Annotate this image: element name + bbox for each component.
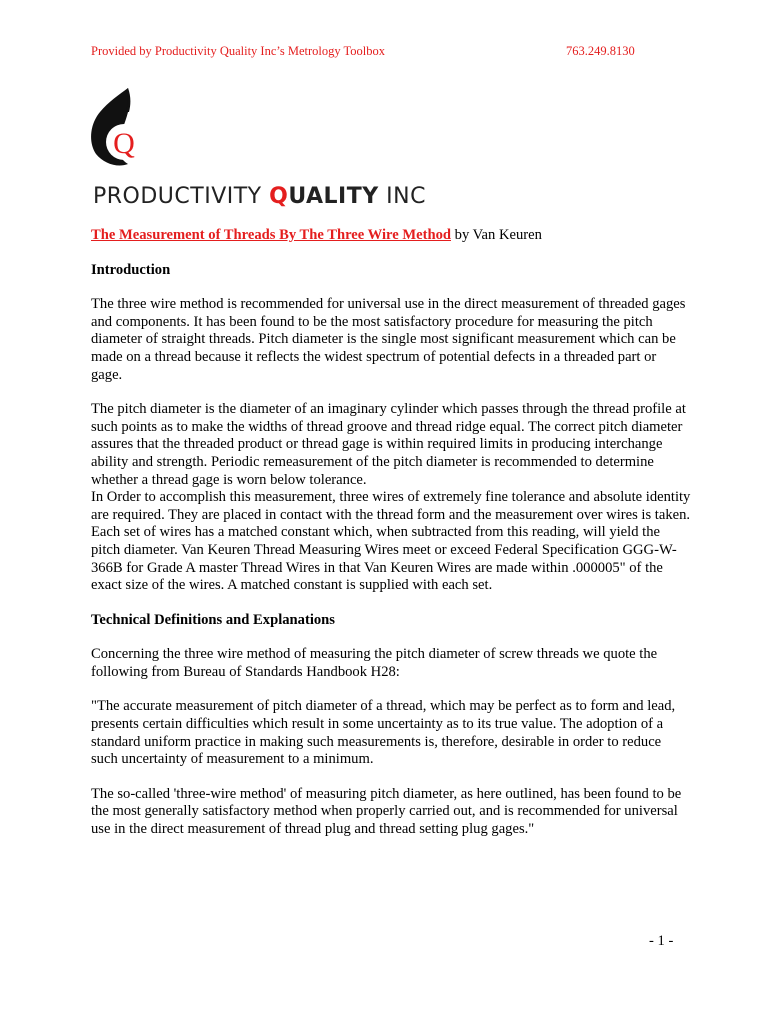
page-header	[91, 44, 688, 60]
logotype-productivity: PRODUCTIVITY	[93, 184, 270, 209]
introduction-paragraph-3: In Order to accomplish this measurement, three wires of extremely fine tolerance and absolute identity are required. They are placed in contact with the thread form and the measurement over wires is taken. Each set of wires has a matched constant which, when subtracted from this reading, will yield the pitch diameter. Van Keuren Thread Measuring Wires meet or exceed Federal Specification GGG-W-366B for Grade A master Thread Wires in that Van Keuren Wires are made within .000005" of the exact size of the wires. A matched constant is supplied with each set.	[91, 489, 691, 594]
document-title-line	[91, 227, 691, 245]
introduction-paragraph-2: The pitch diameter is the diameter of an imaginary cylinder which passes through the thread profile at such points as to make the widths of thread groove and thread ridge equal. The correct pitch diameter assures that the threaded product or thread gage is within required limits in producing interchange ability and strength. Periodic remeasurement of the pitch diameter is recommended to determine whether a thread gage is worn below tolerance.	[91, 401, 686, 488]
page-number: - 1 -	[649, 933, 674, 949]
header-provider-text: Provided by Productivity Quality Inc’s Metrology Toolbox	[91, 44, 386, 58]
logotype-q: Q	[269, 184, 289, 209]
technical-paragraph-1: Concerning the three wire method of measuring the pitch diameter of screw threads we quote the following from Bureau of Standards Handbook H28:	[91, 646, 658, 680]
company-logo-icon	[88, 86, 154, 176]
introduction-heading: Introduction	[91, 261, 171, 278]
technical-paragraph-3: The so-called 'three-wire method' of measuring pitch diameter, as here outlined, has been found to be the most generally satisfactory method when properly carried out, and is recommended for universal use in the direct measurement of thread plug and thread setting plug gages."	[91, 785, 682, 838]
company-name-logotype	[93, 184, 426, 209]
logo-emblem-letter: Q	[113, 127, 135, 160]
document-body	[91, 227, 691, 856]
header-phone-number: 763.249.8130	[566, 44, 635, 58]
logotype-inc: INC	[378, 184, 426, 209]
technical-paragraph-2: "The accurate measurement of pitch diameter of a thread, which may be perfect as to form and lead, presents certain difficulties which result in some uncertainty as to its true value. The adoption of a standard uniform practice in making such measurements is, therefore, desirable in order to reduce such uncertainty of measurement to a minimum.	[91, 698, 676, 768]
document-title-link[interactable]: The Measurement of Threads By The Three Wire Method	[91, 227, 451, 243]
technical-definitions-heading: Technical Definitions and Explanations	[91, 611, 335, 628]
logotype-uality: UALITY	[288, 184, 379, 209]
introduction-paragraph-1: The three wire method is recommended for universal use in the direct measurement of threaded gages and components. It has been found to be the most satisfactory procedure for measuring the pitch diameter of straight threads. Pitch diameter is the single most significant measurement which can be made on a thread because it reflects the widest spectrum of potential defects in a threaded part or gage.	[91, 296, 686, 383]
document-author: by Van Keuren	[451, 227, 542, 243]
